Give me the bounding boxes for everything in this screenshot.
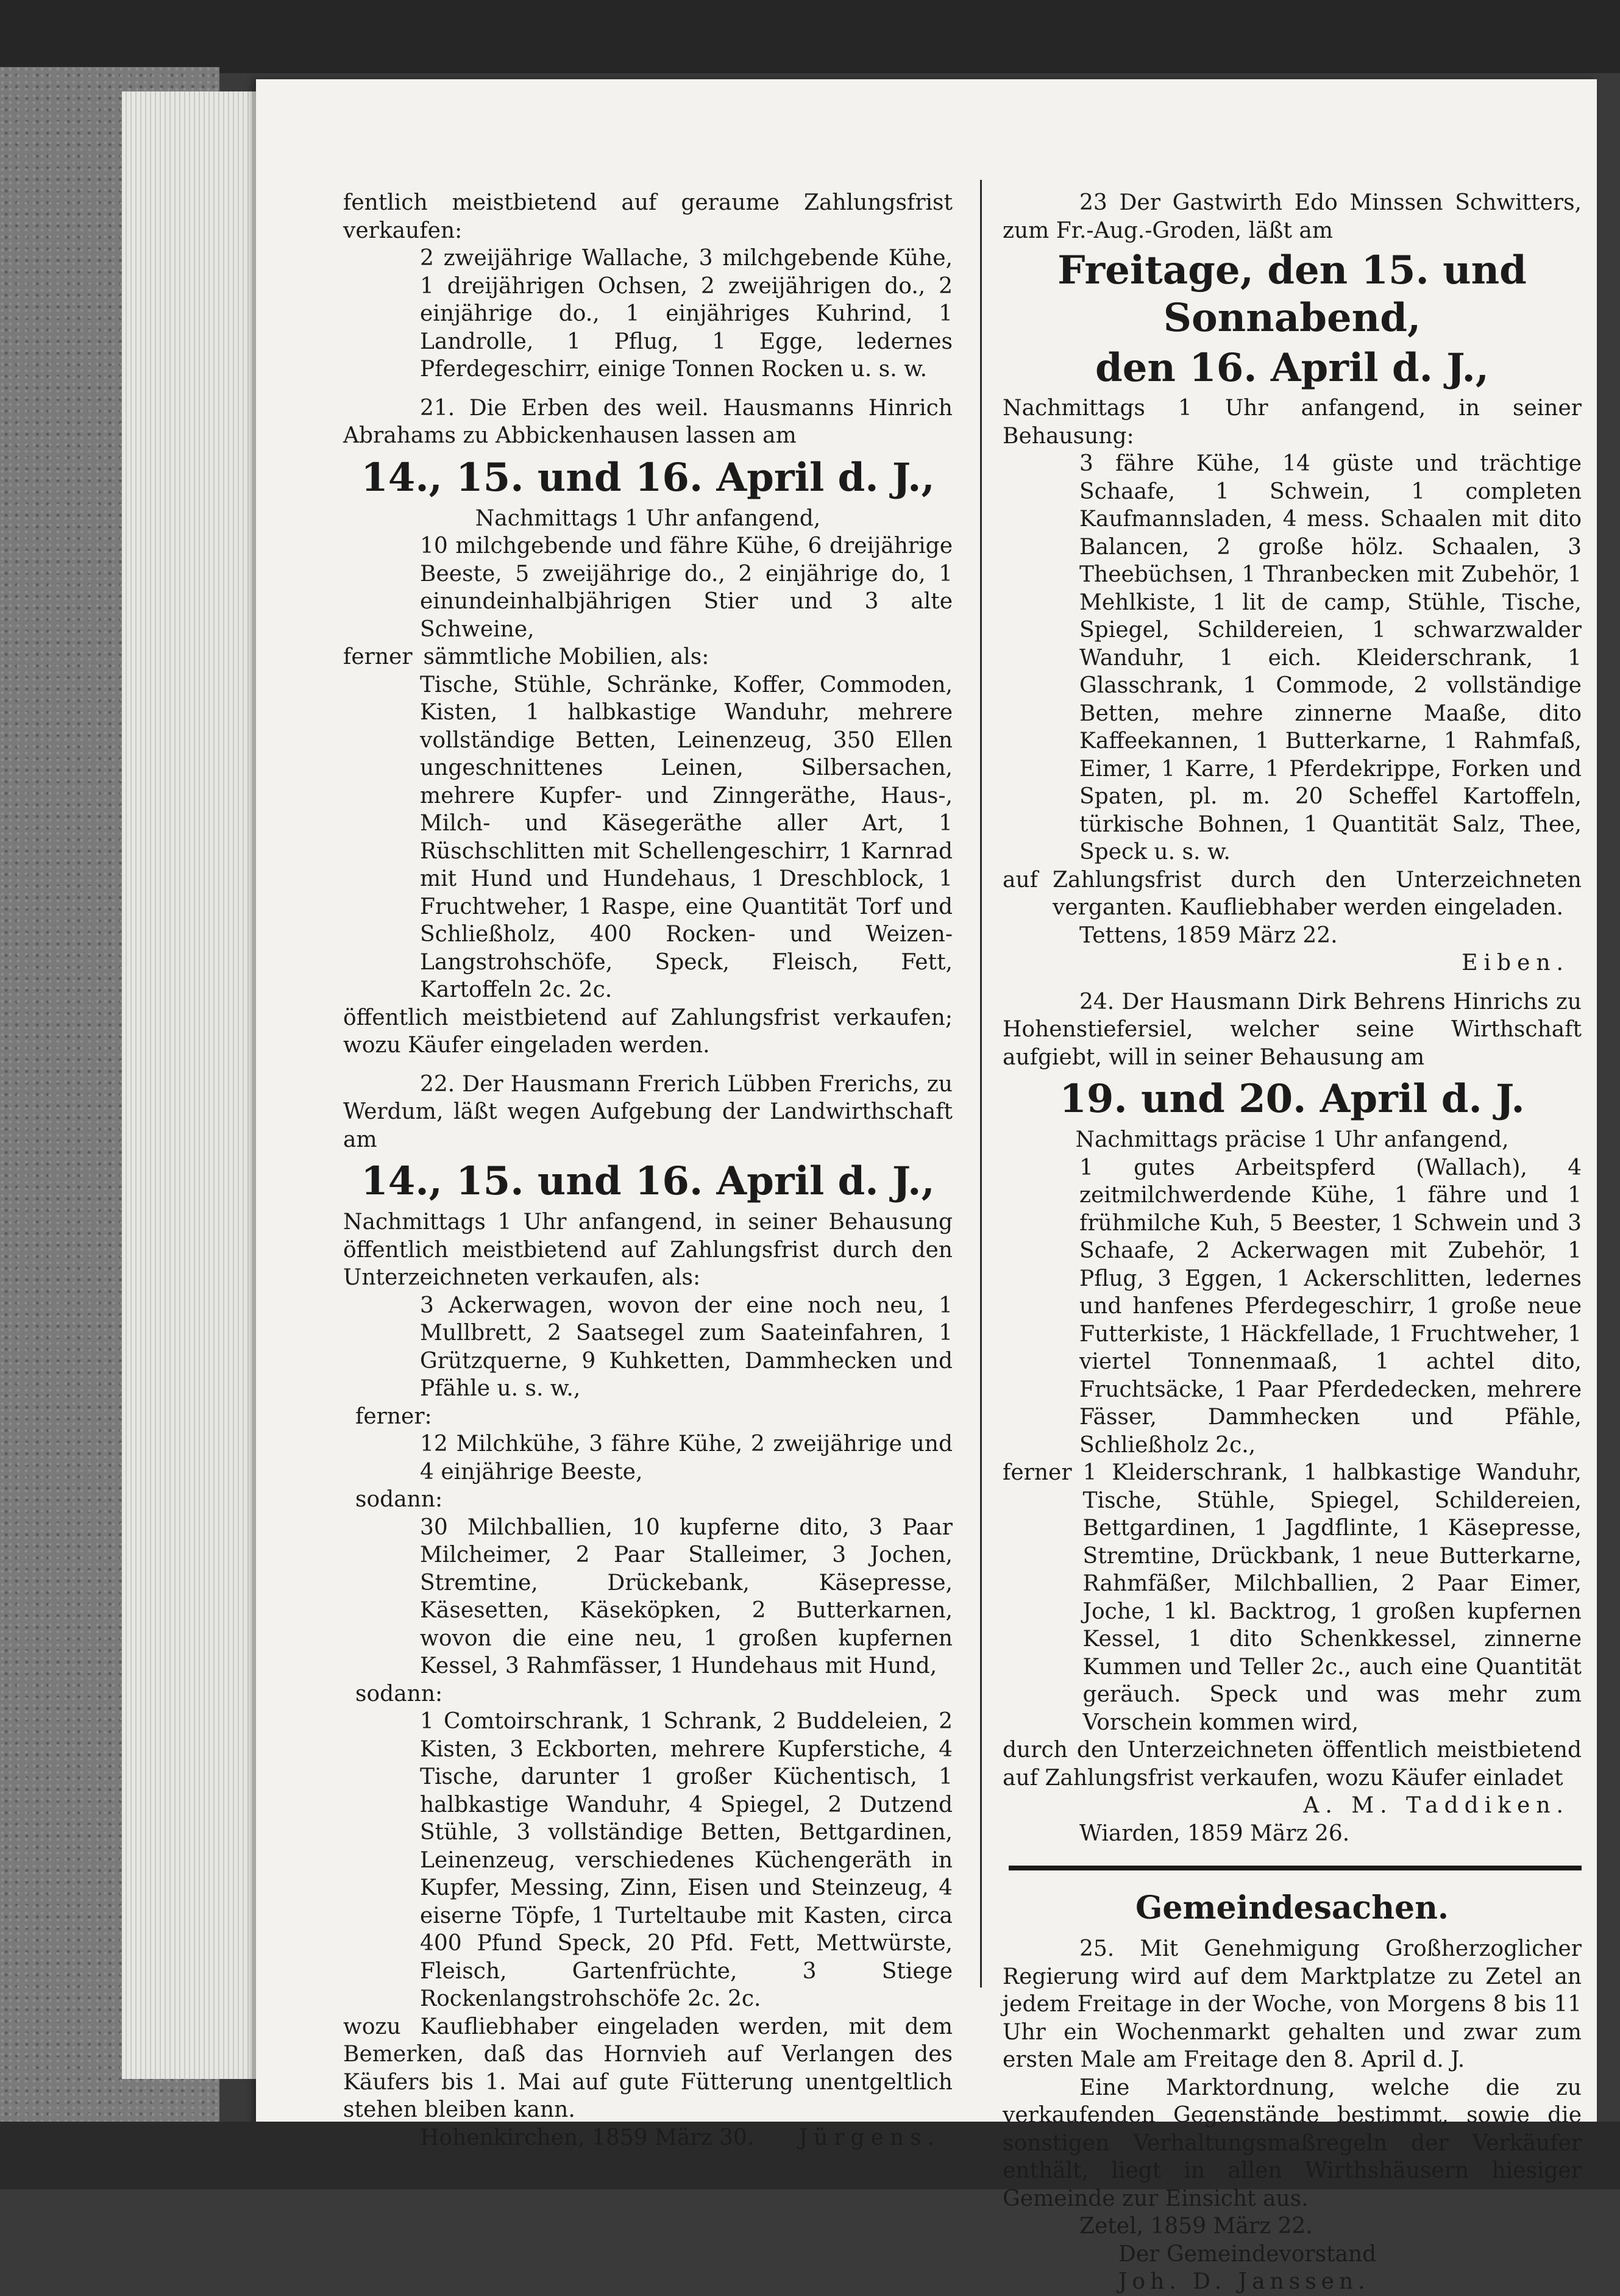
- notice-24-items-1: 1 gutes Arbeitspferd (Wallach), 4 zeitmilchwerdende Kühe, 1 fähre und 1 frühmilche Kuh, 5 Beester, 1 Schwein und 3 Schaafe, 2 Ackerwagen mit Zubehör, 1 Pflug, 3 Eggen, 1 Ackerschlitten, ledernes und hanfenes Pferdegeschirr, 1 große neue Futterkiste, 1 Häckfellade, 1 Fruchtweher, 1 viertel Tonnenmaaß, 1 achtel dito, Fruchtsäcke, 1 Paar Pferdedecken, mehrere Fässer, Dammhecken und Pfähle, Schließholz 2c.,: [1079, 1155, 1582, 1458]
- notice-25-place-date: Zetel, 1859 März 22.: [1079, 2214, 1313, 2239]
- notice-22-signature: Jürgens.: [798, 2125, 940, 2150]
- right-column: [1003, 189, 1582, 2296]
- notice-24-items-2: 1 Kleiderschrank, 1 halbkastige Wanduhr, Tische, Stühle, Spiegel, Schildereien, Bettgardinen, 1 Jagdflinte, 1 Käsepresse, Stremtine, Drückbank, 1 neue Butterkarne, Rahmfäßer, Milchballien, 2 Paar Eimer, Joche, 1 kl. Backtrog, 1 großen kupfernen Kessel, 1 dito Schenkkessel, zinnerne Kummen und Teller 2c., auch eine Quantität geräuch. Speck und was mehr zum Vorschein kommen wird,: [1082, 1460, 1582, 1735]
- notice-22-sodann-label: sodann:: [355, 1487, 443, 1512]
- notice-23-place-date: Tettens, 1859 März 22.: [1079, 922, 1338, 948]
- notice-21-ferner-row: [343, 643, 953, 671]
- notice-21-lead: 21. Die Erben des weil. Hausmanns Hinrich Abrahams zu Abbickenhausen lassen am: [343, 395, 953, 448]
- notice-24-closing: durch den Unterzeichneten öffentlich meistbietend auf Zahlungsfrist verkaufen, wozu Käufer einladet: [1003, 1738, 1582, 1791]
- notice-25-signature: Joh. D. Janssen.: [1118, 2269, 1370, 2294]
- notice-25-para-2: Eine Marktordnung, welche die zu verkaufenden Gegenstände bestimmt, sowie die sonstigen Verhaltungsmaßregeln der Verkäufer enthält, liegt in allen Wirthshäusern hiesiger Gemeinde zur Einsicht aus.: [1003, 2075, 1582, 2211]
- notice-22-lead: 22. Der Hausmann Frerich Lübben Frerichs, zu Werdum, läßt wegen Aufgebung der Landwirthschaft am: [343, 1071, 953, 1152]
- notice-23-auf-row: [1003, 866, 1582, 922]
- notice-22-ferner-label: ferner:: [355, 1403, 432, 1429]
- notice-24-ferner-label: ferner: [1003, 1460, 1072, 1485]
- notice-24-ferner-row: [1003, 1459, 1582, 1736]
- notice-22-items-1: 3 Ackerwagen, wovon der eine noch neu, 1 Mullbrett, 2 Saatsegel zum Saateinfahren, 1 Grützquerne, 9 Kuhketten, Dammhecken und Pfähle u. s. w.,: [420, 1292, 953, 1401]
- notice-23-date-line-1: Freitage, den 15. und Sonnabend,: [1057, 248, 1527, 341]
- notice-21-ferner-text: sämmtliche Mobilien, als:: [423, 644, 709, 669]
- notice-21-closing: öffentlich meistbietend auf Zahlungsfrist verkaufen; wozu Käufer eingeladen werden.: [343, 1005, 953, 1058]
- notice-24-time: Nachmittags präcise 1 Uhr anfangend,: [1075, 1127, 1509, 1152]
- notice-22-sodann2-label: sodann:: [355, 1681, 443, 1706]
- intro-items: 2 zweijährige Wallache, 3 milchgebende Kühe, 1 dreijährigen Ochsen, 2 zweijährigen do., 2 einjährige do., 1 einjähriges Kuhrind, 1 Landrolle, 1 Pflug, 1 Egge, ledernes Pferdegeschirr, einige Tonnen Rocken u. s. w.: [420, 246, 953, 382]
- notice-23-lead: 23 Der Gastwirth Edo Minssen Schwitters, zum Fr.-Aug.-Groden, läßt am: [1003, 190, 1582, 243]
- notice-21-ferner-label: ferner: [343, 644, 413, 669]
- notice-23-date-line-2: den 16. April d. J.,: [1095, 345, 1490, 391]
- intro-text: fentlich meistbietend auf geraume Zahlungsfrist verkaufen:: [343, 190, 953, 243]
- left-column: [343, 189, 953, 2152]
- notice-22-items-4: 1 Comtoirschrank, 1 Schrank, 2 Buddeleien, 2 Kisten, 3 Eckborten, mehrere Kupferstiche, 4 Tische, darunter 1 großer Küchentisch, 1 halbkastige Wanduhr, 4 Spiegel, 2 Dutzend Stühle, 3 vollständige Betten, Bettgardinen, Leinenzeug, verschiedenes Küchengeräth in Kupfer, Messing, Zinn, Eisen und Steinzeug, 4 eiserne Töpfe, 1 Turteltaube mit Kasten, circa 400 Pfund Speck, 20 Pfd. Fett, Mettwürste, Fleisch, Gartenfrüchte, 3 Stiege Rockenlangstrohschöfe 2c. 2c.: [420, 1709, 953, 2011]
- notice-21-mobilien: Tische, Stühle, Schränke, Koffer, Commoden, Kisten, 1 halbkastige Wanduhr, mehrere vollständige Betten, Leinenzeug, 350 Ellen ungeschnittenes Leinen, Silbersachen, mehrere Kupfer- und Zinngeräthe, Haus-, Milch- und Käsegeräthe aller Art, 1 Rüschschlitten mit Schellengeschirr, 1 Karnrad mit Hund und Hundehaus, 1 Dreschblock, 1 Fruchtweher, 1 Raspe, eine Quantität Torf und Schließholz, 400 Rocken- und Weizen-Langstrohschöfe, Speck, Fleisch, Fett, Kartoffeln 2c. 2c.: [420, 672, 953, 1002]
- notice-23-auf-text: Zahlungsfrist durch den Unterzeichneten verganten. Kaufliebhaber werden eingeladen.: [1052, 867, 1582, 920]
- notice-22-text: Nachmittags 1 Uhr anfangend, in seiner Behausung öffentlich meistbietend auf Zahlungsfrist durch den Unterzeichneten verkaufen, als:: [343, 1210, 953, 1290]
- notice-24-place-date: Wiarden, 1859 März 26.: [1079, 1820, 1350, 1846]
- section-title: Gemeindesachen.: [1135, 1889, 1449, 1927]
- notice-21-date: 14., 15. und 16. April d. J.,: [361, 454, 935, 501]
- notice-22-items-3: 30 Milchballien, 10 kupferne dito, 3 Paar Milcheimer, 2 Paar Stalleimer, 3 Jochen, Stremtine, Drückebank, Käsepresse, Käsesetten, Käseköpken, 2 Butterkarnen, wovon die eine neu, 1 großen kupfernen Kessel, 3 Rahmfässer, 1 Hundehaus mit Hund,: [420, 1514, 953, 1678]
- notice-21-items: 10 milchgebende und fähre Kühe, 6 dreijährige Beeste, 5 zweijährige do., 2 einjährige do, 1 einundeinhalbjährigen Stier und 3 alte Schweine,: [420, 533, 953, 642]
- notice-23-signature: Eiben.: [1462, 950, 1569, 975]
- notice-22-items-2: 12 Milchkühe, 3 fähre Kühe, 2 zweijährige und 4 einjährige Beeste,: [420, 1431, 953, 1485]
- notice-24-lead: 24. Der Hausmann Dirk Behrens Hinrichs zu Hohenstiefersiel, welcher seine Wirthschaft aufgiebt, will in seiner Behausung am: [1003, 989, 1582, 1070]
- notice-21-time: Nachmittags 1 Uhr anfangend,: [475, 505, 821, 531]
- notice-22-closing: wozu Kaufliebhaber eingeladen werden, mit dem Bemerken, daß das Hornvieh auf Verlangen des Käufers bis 1. Mai auf gute Fütterung unentgeltlich stehen bleiben kann.: [343, 2014, 953, 2122]
- notice-22-place-date: Hohenkirchen, 1859 März 30.: [420, 2125, 755, 2150]
- column-divider: [980, 180, 982, 1988]
- notice-25-lead: 25. Mit Genehmigung Großherzoglicher Regierung wird auf dem Marktplatze zu Zetel an jedem Freitage in der Woche, von Morgens 8 bis 11 Uhr ein Wochenmarkt gehalten und zwar zum ersten Male am Freitage den 8. April d. J.: [1003, 1936, 1582, 2072]
- notice-24-signature: A. M. Taddiken.: [1303, 1793, 1569, 1818]
- page-stack-edge: [122, 91, 262, 2079]
- notice-23-text: Nachmittags 1 Uhr anfangend, in seiner Behausung:: [1003, 396, 1582, 449]
- notice-25-authority: Der Gemeindevorstand: [1118, 2241, 1377, 2267]
- notice-24-date: 19. und 20. April d. J.: [1059, 1076, 1525, 1122]
- notice-22-footer: [343, 2124, 953, 2152]
- section-rule: [1009, 1866, 1582, 1870]
- notice-23-items: 3 fähre Kühe, 14 güste und trächtige Schaafe, 1 Schwein, 1 completen Kaufmannsladen, 4 mess. Schaalen mit dito Balancen, 2 große hölz. Schaalen, 3 Theebüchsen, 1 Thranbecken mit Zubehör, 1 Mehlkiste, 1 lit de camp, Stühle, Tische, Spiegel, Schildereien, 1 schwarzwalder Wanduhr, 1 eich. Kleiderschrank, 1 Glasschrank, 1 Commode, 2 vollständige Betten, mehre zinnerne Maaße, dito Kaffeekannen, 1 Butterkarne, 1 Rahmfaß, Eimer, 1 Karre, 1 Pferdekrippe, Forken und Spaten, pl. m. 20 Scheffel Kartoffeln, türkische Bohnen, 1 Quantität Salz, Thee, Speck u. s. w.: [1079, 451, 1582, 865]
- notice-23-auf-label: auf: [1003, 867, 1038, 893]
- scan-background-top: [0, 0, 1620, 73]
- notice-22-date: 14., 15. und 16. April d. J.,: [361, 1158, 935, 1204]
